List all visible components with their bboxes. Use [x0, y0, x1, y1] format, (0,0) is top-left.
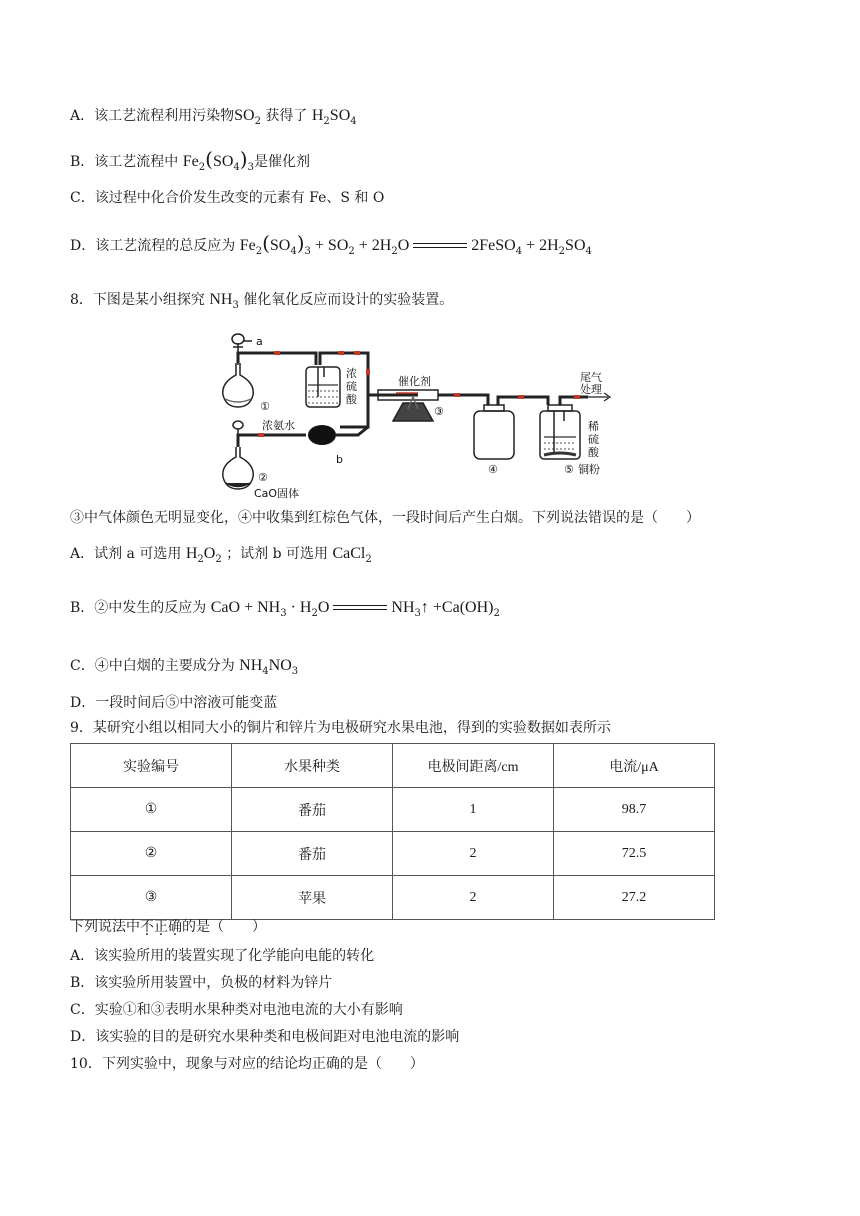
dilute-sulfuric-1: 稀 [588, 420, 599, 433]
table-cell: 2 [393, 832, 554, 876]
q10-stem: 10．下列实验中，现象与对应的结论均正确的是（ ） [70, 1056, 424, 1072]
cao-label: CaO固体 [254, 487, 300, 500]
label-5: ⑤ [564, 463, 574, 476]
table-cell: 番茄 [232, 788, 393, 832]
q7-option-a: A．该工艺流程利用污染物$SO_2$ 获得了 $H_2SO_4$ [70, 107, 357, 127]
table-row [71, 876, 715, 920]
table-cell: 98.7 [554, 788, 715, 832]
tail-gas-label-2: 处理 [580, 383, 602, 396]
table-cell: ② [71, 832, 232, 876]
table-row [71, 832, 715, 876]
flask-1 [223, 334, 253, 407]
q9-option-d: D．该实验的目的是研究水果种类和电极间距对电池电流的影响 [70, 1029, 460, 1045]
q9-stem: 9．某研究小组以相同大小的铜片和锌片为电极研究水果电池，得到的实验数据如表所示 [70, 720, 611, 736]
equals-sign [333, 603, 387, 613]
q7-option-c: C．该过程中化合价发生改变的元素有 Fe、S 和 O [70, 190, 385, 206]
fruit-battery-table [70, 743, 715, 920]
table-cell: 2 [393, 876, 554, 920]
catalyst-label: 催化剂 [398, 375, 431, 388]
label-1: ① [260, 400, 270, 413]
label-3: ③ [434, 405, 444, 418]
q8-observation: ③中气体颜色无明显变化，④中收集到红棕色气体，一段时间后产生白烟。下列说法错误的是（ ） [70, 510, 700, 526]
q8-option-d: D．一段时间后⑤中溶液可能变蓝 [70, 695, 278, 711]
q9-option-b: B．该实验所用装置中，负极的材料为锌片 [70, 975, 333, 991]
q8-option-b: B．②中发生的反应为 CaO + $NH_3 \cdot H_2O$ $NH_3↑ +Ca(OH)_2$ [70, 599, 500, 619]
drying-tube [308, 425, 336, 445]
table-cell: 27.2 [554, 876, 715, 920]
q9-option-a: A．该实验所用的装置实现了化学能向电能的转化 [70, 948, 375, 964]
dilute-sulfuric-3: 酸 [588, 446, 599, 459]
ammonia-label: 浓氨水 [262, 419, 295, 432]
table-row [71, 788, 715, 832]
label-a: a [256, 335, 263, 348]
q8-option-a: A．试剂 a 可选用 $H_2O_2$ ；试剂 b 可选用 CaCl$_2$ [70, 545, 372, 565]
bottle-5 [540, 405, 580, 459]
wash-bottle [306, 367, 340, 407]
q7-option-b: B．该工艺流程中 $Fe_2(SO_4)_3$是催化剂 [70, 147, 310, 173]
experiment-apparatus-diagram [218, 325, 618, 503]
column-header: 水果种类 [232, 744, 393, 788]
table-cell: ③ [71, 876, 232, 920]
flask-2 [223, 421, 253, 489]
label-b: b [336, 453, 343, 466]
conc-sulfuric-1: 浓 [346, 367, 357, 380]
table-cell: 72.5 [554, 832, 715, 876]
equals-sign [413, 241, 467, 251]
column-header: 电极间距离/cm [393, 744, 554, 788]
conc-sulfuric-3: 酸 [346, 393, 357, 406]
dilute-sulfuric-2: 硫 [588, 433, 599, 446]
conc-sulfuric-2: 硫 [346, 380, 357, 393]
table-header-row [71, 744, 715, 788]
table-cell: 苹果 [232, 876, 393, 920]
column-header: 电流/μA [554, 744, 715, 788]
table-cell: 1 [393, 788, 554, 832]
q9-option-c: C．实验①和③表明水果种类对电池电流的大小有影响 [70, 1002, 403, 1018]
copper-powder-label: 铜粉 [578, 463, 600, 476]
q8-stem: 8．下图是某小组探究 $NH_3$ 催化氧化反应而设计的实验装置。 [70, 291, 454, 311]
q7-option-d: D．该工艺流程的总反应为 $Fe_2(SO_4)_3 + SO_2 + 2H_2O$ 2FeSO$_4$ + $2H_2SO_4$ [70, 231, 592, 257]
table-cell: ① [71, 788, 232, 832]
q8-option-c: C．④中白烟的主要成分为 $NH_4NO_3$ [70, 657, 299, 677]
column-header: 实验编号 [71, 744, 232, 788]
collector-bottle-4 [474, 405, 514, 459]
table-cell: 番茄 [232, 832, 393, 876]
label-2: ② [258, 471, 268, 484]
tail-gas-label-1: 尾气 [580, 371, 602, 384]
q9-question: 下列说法中不正确的是（ ） [70, 919, 266, 935]
label-4: ④ [488, 463, 498, 476]
